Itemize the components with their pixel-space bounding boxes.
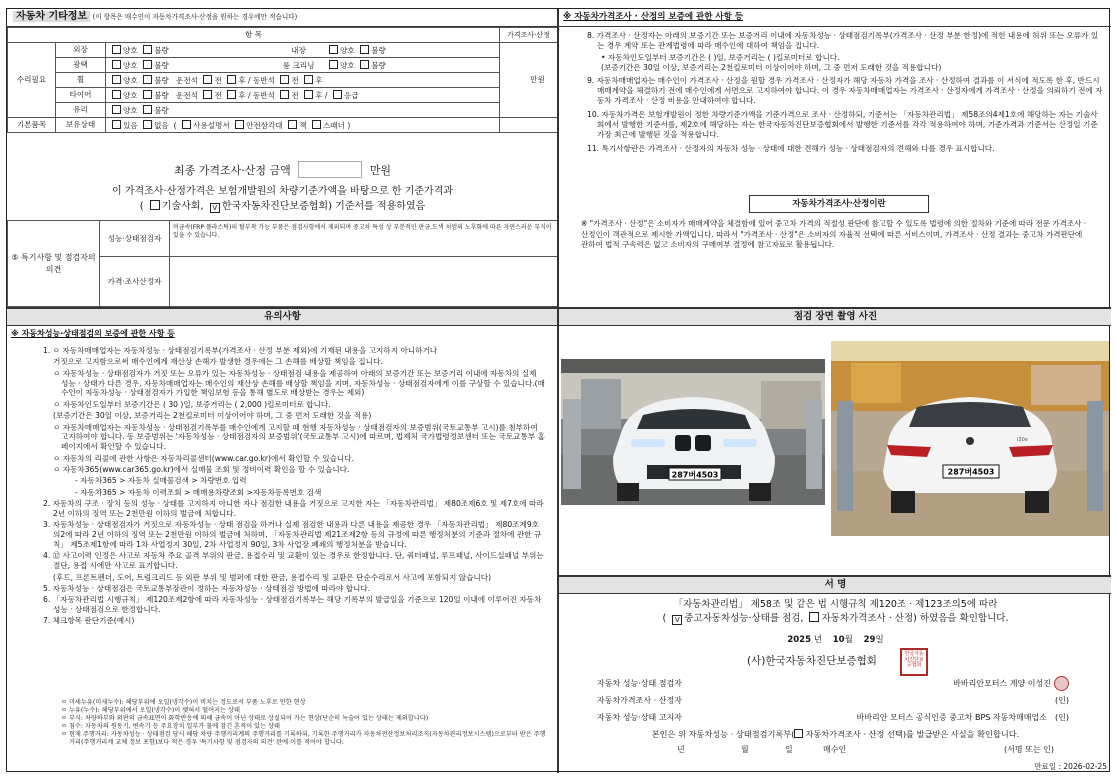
row-holding-label: 보유상태 — [56, 118, 106, 133]
check-criteria-item: ㅇ 현재 주행거리: 자동차성능 · 상태점검 당시 해당 차량 주행거리계의 주행거리를 기록하되, 기록한 주행거리가 자동차전산정보처리조직(자동차관리정보시스템)으로부터 받은 주행거리(주행거리계 교체 정보 포함)보다 적은 경우 '특기사항 및 점검자의 의견' 란에 이를 적어야 합니다. — [61, 730, 546, 746]
jack-checkbox[interactable] — [288, 120, 297, 129]
glass-bad-checkbox[interactable] — [143, 105, 152, 114]
row-tire-label: 타이어 — [56, 88, 106, 103]
sign-price-checkbox[interactable] — [809, 612, 819, 622]
buyer-year: 년 — [677, 745, 685, 754]
sign-row-checker — [597, 679, 1069, 693]
col-item-header: 항 목 — [8, 28, 500, 43]
basis-tech-checkbox[interactable] — [150, 200, 160, 210]
row-wheel-label: 휠 — [56, 73, 106, 88]
notice-item: ㅇ 자동차성능 · 상태점검자가 거짓 또는 오류가 있는 자동차성능 · 상태점검 내용을 제공하여 아래의 보증기간 또는 보증거리 이내에 자동차의 실제 성능 · 상태가 다른 경우, 자동차매매업자는 매수인의 재산상 손해를 배상할 책임을 지며, 자동차성능 · 상태점검자에게 이를 구상할 수 있습니다.(매수인이 자동차성능 · 상태점검자가 가입한 책임보험 등을 통해 별도로 배상받는 경우는 제외) — [53, 368, 545, 398]
guarantee-item-9: 9. 자동차매매업자는 매수인이 가격조사 · 산정을 원할 경우 가격조사 · 산정자가 해당 자동차 가격을 조사 · 산정하여 결과를 이 서식에 적도록 한 후, 반드시 매매계약을 체결하기 전에 매수인에게 서면으로 고지하여야 합니다. 이 경우 자동차매매업자는 가격조사 · 산정자에게 가격조사 · 산정을 의뢰하기 전에 자동차 가격조사 · 산정 비용을 안내하여야 합니다. — [587, 76, 1103, 106]
price-cell-repair: 만원 — [500, 43, 558, 118]
basis-line2: ( 기술사회, V 한국자동차진단보증협회) 기준서를 적용하였음 — [139, 200, 426, 212]
tire-passenger-rear-checkbox[interactable] — [304, 90, 313, 99]
tire-bad-checkbox[interactable] — [143, 90, 152, 99]
photo-title: 점검 장면 촬영 사진 — [559, 309, 1111, 326]
notice-item: 거짓으로 고지함으로써 매수인에게 재산상 손해가 발생한 경우에는 그 손해를 배상할 책임을 집니다. — [53, 357, 383, 367]
etc-info-title: 자동차 기타정보 — [13, 11, 90, 22]
notifier-label: 자동차 성능·상태 고지자 — [597, 713, 682, 722]
manual-checkbox[interactable] — [182, 120, 191, 129]
check-criteria-list — [61, 699, 551, 747]
notice-item: ㅇ 자동차매매업자는 자동차성능 · 상태점검기록부를 매수인에게 고지할 때 현행 자동차성능 · 상태점검자의 보증범위(국토교통부 고시)를 첨부하여 고지하여야 합니다. 동 보증범위는 '자동차성능 · 상태점검자의 보증범위'(국토교통부 고시)에 따르며, 법제처 국가법령정보센터 또는 국토교통부 홈페이지에서 확인할 수 있습니다. — [53, 422, 545, 452]
etc-info-section — [7, 9, 558, 308]
rear-photo — [831, 341, 1109, 536]
notifier-name: 바바리안 모터스 공식인증 중고차 BPS 자동차매매업소 — [856, 713, 1047, 722]
final-price-label: 최종 가격조사·산정 금액 — [173, 164, 291, 177]
notifier-seal: (인) — [1055, 713, 1069, 722]
wheel-bad-checkbox[interactable] — [143, 75, 152, 84]
sign-section — [558, 576, 1111, 773]
perf-checker-label: 성능·상태점검자 — [100, 221, 170, 257]
sign-statement — [559, 599, 1111, 626]
price-cell-basic — [500, 118, 558, 133]
notice-list — [21, 343, 551, 628]
notice-item: 1. ㅇ 자동차매매업자는 자동차성능 · 상태점검기록부(가격조사 · 산정 부분 제외)에 기재된 내용을 고지하지 아니하거나 — [43, 346, 438, 355]
guarantee-title: ※ 자동차가격조사 · 산정의 보증에 관한 사항 등 — [559, 9, 1111, 27]
price-checker-opinion — [170, 257, 558, 307]
sign-line1: 「자동차관리법」 제58조 및 같은 법 시행규칙 제120조 · 제123조의5에 따라 — [673, 599, 998, 610]
tire-good-checkbox[interactable] — [112, 90, 121, 99]
row-glass-label: 유리 — [56, 103, 106, 118]
check-criteria-item: ㅇ 누유(누수): 해당부위에서 오일(냉각수)이 맺혀서 떨어지는 상태 — [61, 706, 240, 714]
guarantee-item-8: 8. 가격조사 · 산정자는 아래의 보증기간 또는 보증거리 이내에 자동차성능 · 상태점검기록부(가격조사 · 산정 부분 한정)에 적힌 내용에 허위 또는 오류가 있는 경우 계약 또는 관계법령에 따라 매수인에 대하여 책임을 집니다. — [587, 31, 1099, 50]
sign-row-notifier — [597, 713, 1069, 727]
basis-line1: 이 가격조사·산정가격은 보험개발원의 차량기준가액을 바탕으로 한 기준가격과 — [111, 186, 454, 197]
notice-item: 3. 자동차성능 · 상태점검자가 거짓으로 자동차성능 · 상태 점검을 하거나 실제 점검한 내용과 다른 내용을 제공한 경우 「자동차관리법」 제80조제9호의2에 따라 2년 이하의 징역 또는 2천만원 이하의 벌금에 처하며, 「자동차관리법 제21조제2항 등의 규정에 따른 행정처분의 기준과 절차에 관한 규칙」 제5조제1항에 따라 1차 사업정지 30일, 2차 사업정지 90일, 3차 사업장 폐쇄의 행정처분을 받습니다. — [43, 520, 542, 549]
notice-item: ㅇ 자동차의 리콜에 관한 사항은 자동차리콜센터(www.car.go.kr)에서 확인할 수 있습니다. — [53, 453, 354, 463]
glass-good-checkbox[interactable] — [112, 105, 121, 114]
wheel-passenger-front-checkbox[interactable] — [280, 75, 289, 84]
basis-kaidi-checkbox[interactable]: V — [210, 203, 220, 213]
wheel-passenger-rear-checkbox[interactable] — [304, 75, 313, 84]
front-car-image — [561, 359, 825, 505]
expiry-date: 만료일 : 2026-02-25 — [1034, 762, 1107, 771]
front-photo — [561, 359, 825, 505]
check-criteria-item: ㅇ 미세누유(미세누수): 해당부위에 오일(냉각수)이 비치는 정도로서 부품 노후로 인한 현상 — [61, 699, 306, 706]
etc-info-header — [7, 9, 558, 27]
badge-text: i30e — [1017, 437, 1028, 443]
price-info-box-title: 자동차가격조사·산정이란 — [749, 195, 929, 213]
notice-item: 7. 체크항목 판단기준(예시) — [43, 616, 135, 626]
buyer-label: 매수인 — [823, 745, 847, 754]
final-price-row — [7, 157, 558, 181]
perf-checker-opinion: 비금속(FRP 플라스틱)의 탈부착 가능 부품은 점검사항에서 제외되며 중고차 특성 상 부분적인 판금,도색 처럼의 노후화에 따른 자연스러운 부식이 있을 수 있습니다. — [170, 221, 558, 257]
tire-emergency-checkbox[interactable] — [333, 90, 342, 99]
buyer-sign-or-seal: (서명 또는 인) — [1004, 745, 1054, 754]
special-notes-table — [7, 220, 558, 307]
exterior-good-checkbox[interactable] — [112, 45, 121, 54]
room-good-checkbox[interactable] — [329, 60, 338, 69]
notice-item: 5. 자동차성능 · 상태점검은 국토교통부장관이 정하는 자동차성능 · 상태점검 방법에 따라야 합니다. — [43, 583, 371, 593]
notice-item: ㅇ 자동차인도일부터 보증기간은 ( 30 )일, 보증거리는 ( 2,000 )킬로미터로 합니다. — [53, 399, 331, 409]
notice-item: (보증기간은 30일 이상, 보증거리는 2천킬로미터 이상이어야 하며, 그 중 먼저 도래한 것을 적용) — [53, 411, 372, 421]
sign-row-price-checker — [597, 696, 1069, 710]
spanner-checkbox[interactable] — [312, 120, 321, 129]
buyer-confirm: 본인은 위 자동차성능 · 상태점검기록부( 자동차가격조사 · 산정 선택)를 발급받은 사실을 확인합니다. — [651, 729, 1020, 739]
basis-check2-label: 한국자동차진단보증협회) 기준서를 적용하였음 — [221, 200, 426, 212]
final-price-input[interactable] — [298, 161, 362, 178]
notice-section — [7, 308, 558, 773]
wheel-driver-rear-checkbox[interactable] — [227, 75, 236, 84]
guarantee-item-8-period: • 자동차인도일부터 보증기간은 ( )일, 보증거리는 ( )킬로미터로 합니다. — [601, 52, 840, 62]
gloss-good-checkbox[interactable] — [112, 60, 121, 69]
row-tire-options: 양호 불량 운전석 전 후 / 동반석 전 후 / 응급 — [106, 88, 500, 103]
price-checker-label: 가격·조사산정자 — [100, 257, 170, 307]
gloss-bad-checkbox[interactable] — [143, 60, 152, 69]
tire-driver-rear-checkbox[interactable] — [227, 90, 236, 99]
price-checker-sign-label: 자동차가격조사 · 산정자 — [597, 696, 682, 705]
row-glass-options: 양호 불량 — [106, 103, 500, 118]
basis-statement — [7, 185, 558, 214]
notice-item: 6. 「자동차관리법 시행규칙」 제120조제2항에 따라 자동차성능 · 상태점검기록부는 해당 기록부의 발급일을 기준으로 120일 이내에 이루어진 자동차 성능 · 상태점검으로 한정합니다. — [43, 595, 542, 615]
guarantee-section — [558, 9, 1111, 308]
row-gloss-options: 양호 불량 룸 크리닝 양호 불량 — [106, 58, 500, 73]
guarantee-list — [587, 31, 1103, 153]
etc-info-note: (이 항목은 매수인이 자동차가격조사·산정을 원하는 경우에만 적습니다) — [92, 13, 298, 21]
holding-yes-checkbox[interactable] — [112, 120, 121, 129]
wheel-driver-front-checkbox[interactable] — [203, 75, 212, 84]
buyer-month: 월 — [741, 745, 749, 754]
checker-stamp — [1054, 676, 1069, 691]
sign-performance-checkbox[interactable]: V — [672, 615, 682, 625]
price-checker-seal: (인) — [1055, 696, 1069, 705]
sign-date: 2025 년 10월 29일 — [787, 635, 884, 645]
row-wheel-options: 양호 불량 운전석 전 후 / 동반석 전 후 — [106, 73, 500, 88]
photo-section — [558, 308, 1111, 576]
price-info-box-text: ※ "가격조사 · 산정"은 소비자가 매매계약을 체결함에 있어 중고차 가격의 적절성 판단에 참고할 수 있도록 법령에 의한 절차와 기준에 따라 전문 가격조사 · 산정인이 객관적으로 제시한 가액입니다. 따라서 "가격조사 · 산정"은 소비자의 자율적 선택에 따른 서비스이며, 가격조사 · 산정 결과는 중고차 가격판단에 관하여 법적 구속력은 없고 소비자의 구매여부 결정에 참고자료로 활용됩니다. — [581, 219, 1087, 250]
checker-name: 바바리안모터스 계양 이성진 — [953, 679, 1051, 688]
interior-good-checkbox[interactable] — [329, 45, 338, 54]
sign-line2: ( V 중고자동차성능·상태를 점검, 자동차가격조사 · 산정) 하였음을 확인합니다. — [662, 612, 1009, 624]
buyer-price-checkbox[interactable] — [794, 729, 803, 738]
rear-plate-text: 287버4503 — [947, 467, 995, 477]
notice-item: ㅇ 자동차365(www.car365.go.kr)에서 실매물 조회 및 정비이력 확인을 할 수 있습니다. — [53, 464, 350, 474]
tire-passenger-front-checkbox[interactable] — [280, 90, 289, 99]
row-holding-options: 있음 없음 ( 사용설명서 안전삼각대 잭 스패너 ) — [106, 118, 500, 133]
basic-group-label: 기본품목 — [8, 118, 56, 133]
wheel-good-checkbox[interactable] — [112, 75, 121, 84]
row-gloss-label: 광택 — [56, 58, 106, 73]
notice-item: - 자동차365 > 자동차 실매물검색 > 차량번호 입력 — [75, 476, 247, 486]
guarantee-item-10: 10. 자동차가격은 보험개발원이 정한 차량기준가액을 기준가격으로 조사 · 산정하되, 기준서는 「자동차관리법」 제58조의4제1호에 해당하는 자는 기술사회에서 발행한 기준서를, 제2호에 해당하는 자는 한국자동차진단보증협회에서 발행한 기준서를 각각 적용하여야 하며, 기준가격과 기준서는 산정일 기준 가장 최근에 발행된 것을 적용합니다. — [587, 110, 1098, 139]
etc-info-table — [7, 27, 558, 133]
basis-check1-label: 기술사회, — [161, 200, 204, 212]
buyer-sign-row — [559, 745, 1111, 759]
sign-title: 서 명 — [559, 577, 1111, 594]
special-notes-label: ⑤ 특기사항 및 점검자의 의견 — [8, 221, 100, 307]
notice-item: - 자동차365 > 자동차 이력조회 > 매매용차량조회 >자동차등록번호 검색 — [75, 487, 322, 497]
exterior-bad-checkbox[interactable] — [143, 45, 152, 54]
col-price-header: 가격조사·산정 — [500, 28, 558, 43]
notice-item: 4. ⑫ 사고이력 인정은 사고로 자동차 주요 골격 부위의 판금, 용접수리 및 교환이 있는 경우로 한정합니다. 단, 쿼터패널, 루프패널, 사이드실패널 부위는 절단, 용접 시에만 사고로 표기합니다. — [43, 551, 544, 571]
final-price-unit: 만원 — [369, 164, 391, 177]
inspection-record-page — [6, 8, 1110, 772]
check-criteria-item: ㅇ 부식: 차량하부와 외판의 금속표면이 화학반응에 의해 금속이 아닌 상태로 상실되어 가는 현상(단순히 녹슬어 있는 상태는 제외합니다) — [61, 714, 429, 722]
interior-bad-checkbox[interactable] — [360, 45, 369, 54]
rear-car-image — [831, 341, 1109, 536]
repair-group-label: 수리필요 — [8, 43, 56, 118]
notice-subtitle: ※ 자동차성능·상태점검의 보증에 관한 사항 등 — [11, 329, 175, 338]
association-name: (사)한국자동차진단보증협회 — [747, 655, 877, 667]
tire-driver-front-checkbox[interactable] — [203, 90, 212, 99]
row-room-label: 룸 크리닝 — [282, 60, 315, 70]
association-seal: 한국자동차진단보증협회 — [900, 648, 928, 676]
row-interior-label: 내장 — [291, 45, 306, 55]
notice-title: 유의사항 — [7, 309, 558, 326]
notice-item: (후드, 프론트펜더, 도어, 트렁크리드 등 외판 부위 및 범퍼에 대한 판금, 용접수리 및 교환은 단순수리로서 사고에 포함되지 않습니다) — [53, 572, 492, 582]
room-bad-checkbox[interactable] — [360, 60, 369, 69]
checker-label: 자동차 성능·상태 점검자 — [597, 679, 682, 688]
holding-no-checkbox[interactable] — [143, 120, 152, 129]
front-plate-text: 287버4503 — [671, 470, 719, 480]
check-criteria-item: ㅇ 침수: 자동차의 원동기, 변속기 등 주요장치 일부가 물에 잠긴 흔적이 있는 상태 — [61, 722, 280, 730]
row-exterior-label: 외장 — [56, 43, 106, 58]
triangle-checkbox[interactable] — [235, 120, 244, 129]
guarantee-item-11: 11. 특기사항란은 가격조사 · 산정자의 자동차 성능 · 상태에 대한 견해가 성능 · 상태점검자의 견해와 다를 경우 표시합니다. — [587, 143, 995, 153]
guarantee-item-8-note: (보증기간은 30일 이상, 보증거리는 2천킬로미터 이상이어야 하며, 그 중 먼저 도래한 것을 적용합니다) — [601, 62, 942, 72]
buyer-day: 일 — [785, 745, 793, 754]
notice-item: 2. 자동차의 구조 · 장치 등의 성능 · 상태를 고지하지 아니한 자나 점검한 내용을 거짓으로 고지한 자는 「자동차관리법」 제80조제6호 및 제7호에 따라 2년 이하의 징역 또는 2천만원 이하의 벌금에 처합니다. — [43, 499, 544, 518]
row-exterior-options: 양호 불량 내장 양호 불량 — [106, 43, 500, 58]
